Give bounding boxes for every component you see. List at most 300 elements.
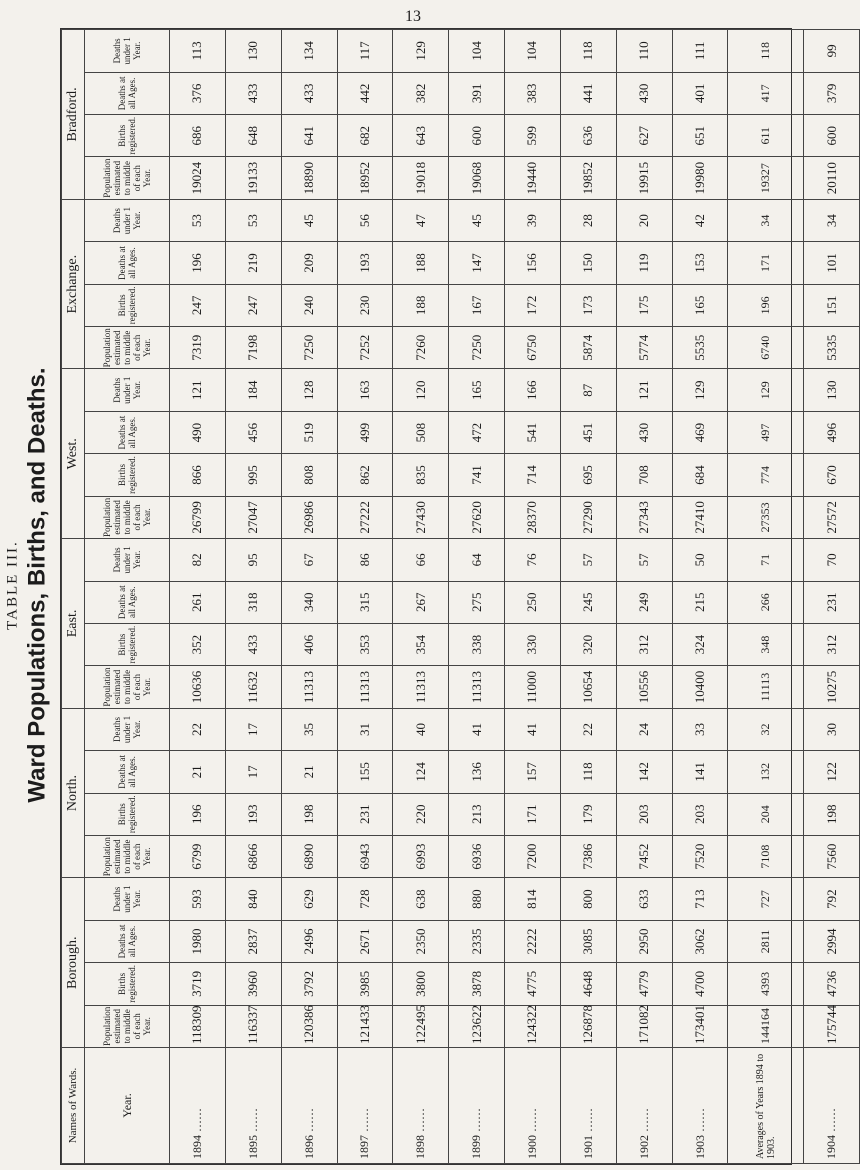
year-row: [804, 30, 860, 1164]
value-cell: 6750: [505, 327, 561, 369]
value-cell: 315: [337, 581, 393, 623]
value-cell: 3719: [170, 963, 226, 1005]
value-cell: 27620: [449, 496, 505, 538]
year-cell: 1902 ……: [616, 1048, 672, 1164]
value-cell: 142: [616, 751, 672, 793]
value-cell: 179: [560, 793, 616, 835]
value-cell: 215: [672, 581, 728, 623]
column-header: Deaths under 1 Year.: [85, 539, 170, 581]
year-cell: 1900 ……: [505, 1048, 561, 1164]
value-cell: 19133: [225, 157, 281, 199]
value-cell: 611: [728, 115, 804, 157]
value-cell: 32: [728, 708, 804, 750]
value-cell: 71: [728, 539, 804, 581]
value-cell: 451: [560, 411, 616, 453]
value-cell: 110: [616, 30, 672, 73]
table-body: [170, 30, 860, 1164]
value-cell: 53: [225, 199, 281, 241]
value-cell: 203: [616, 793, 672, 835]
value-cell: 6890: [281, 835, 337, 877]
value-cell: 188: [393, 284, 449, 326]
value-cell: 198: [804, 793, 860, 835]
value-cell: 122495: [393, 1005, 449, 1047]
value-cell: 267: [393, 581, 449, 623]
value-cell: 250: [505, 581, 561, 623]
column-header: Deaths at all Ages.: [85, 581, 170, 623]
value-cell: 19852: [560, 157, 616, 199]
value-cell: 188: [393, 242, 449, 284]
value-cell: 129: [393, 30, 449, 73]
value-cell: 11313: [281, 666, 337, 708]
value-cell: 20: [616, 199, 672, 241]
value-cell: 3985: [337, 963, 393, 1005]
value-cell: 111: [672, 30, 728, 73]
value-cell: 27430: [393, 496, 449, 538]
value-cell: 2811: [728, 920, 804, 962]
year-row: [672, 30, 728, 1164]
value-cell: 430: [616, 72, 672, 114]
value-cell: 541: [505, 411, 561, 453]
value-cell: 490: [170, 411, 226, 453]
value-cell: 4393: [728, 963, 804, 1005]
value-cell: 151: [804, 284, 860, 326]
value-cell: 638: [393, 878, 449, 920]
value-cell: 383: [505, 72, 561, 114]
value-cell: 5774: [616, 327, 672, 369]
value-cell: 441: [560, 72, 616, 114]
column-header: Deaths at all Ages.: [85, 920, 170, 962]
column-header: Deaths under 1 Year.: [85, 30, 170, 73]
value-cell: 800: [560, 878, 616, 920]
value-cell: 19915: [616, 157, 672, 199]
value-cell: 633: [616, 878, 672, 920]
value-cell: 21: [170, 751, 226, 793]
value-cell: 7200: [505, 835, 561, 877]
value-cell: 636: [560, 115, 616, 157]
value-cell: 2222: [505, 920, 561, 962]
value-cell: 34: [728, 199, 804, 241]
value-cell: 629: [281, 878, 337, 920]
value-cell: 171082: [616, 1005, 672, 1047]
value-cell: 330: [505, 623, 561, 665]
value-cell: 519: [281, 411, 337, 453]
column-header: Population estimated to middle of each Year.: [85, 157, 170, 199]
value-cell: 10636: [170, 666, 226, 708]
value-cell: 670: [804, 454, 860, 496]
value-cell: 35: [281, 708, 337, 750]
value-cell: 150: [560, 242, 616, 284]
column-header: Population estimated to middle of each Year.: [85, 496, 170, 538]
year-row: [505, 30, 561, 1164]
value-cell: 76: [505, 539, 561, 581]
value-cell: 835: [393, 454, 449, 496]
column-header: Deaths at all Ages.: [85, 751, 170, 793]
value-cell: 245: [560, 581, 616, 623]
value-cell: 134: [281, 30, 337, 73]
value-cell: 379: [804, 72, 860, 114]
value-cell: 11113: [728, 666, 804, 708]
value-cell: 6740: [728, 327, 804, 369]
value-cell: 6993: [393, 835, 449, 877]
value-cell: 2350: [393, 920, 449, 962]
value-cell: 118: [728, 30, 804, 73]
value-cell: 417: [728, 72, 804, 114]
value-cell: 27290: [560, 496, 616, 538]
value-cell: 3085: [560, 920, 616, 962]
value-cell: 141: [672, 751, 728, 793]
value-cell: 312: [616, 623, 672, 665]
value-cell: 247: [225, 284, 281, 326]
value-cell: 774: [728, 454, 804, 496]
value-cell: 196: [170, 242, 226, 284]
column-header: Population estimated to middle of each Year.: [85, 327, 170, 369]
value-cell: 184: [225, 369, 281, 411]
year-cell: 1894 ……: [170, 1048, 226, 1164]
value-cell: 167: [449, 284, 505, 326]
value-cell: 118: [560, 751, 616, 793]
value-cell: 57: [560, 539, 616, 581]
year-row: [170, 30, 226, 1164]
value-cell: 144164: [728, 1005, 804, 1047]
value-cell: 4736: [804, 963, 860, 1005]
value-cell: 401: [672, 72, 728, 114]
value-cell: 7250: [449, 327, 505, 369]
ward-header-row: [62, 30, 85, 1164]
value-cell: 121: [616, 369, 672, 411]
value-cell: 19068: [449, 157, 505, 199]
year-cell: 1896 ……: [281, 1048, 337, 1164]
value-cell: 166: [505, 369, 561, 411]
column-header: Births registered.: [85, 963, 170, 1005]
value-cell: 11000: [505, 666, 561, 708]
value-cell: 6866: [225, 835, 281, 877]
value-cell: 7520: [672, 835, 728, 877]
value-cell: 129: [728, 369, 804, 411]
value-cell: 231: [337, 793, 393, 835]
value-cell: 382: [393, 72, 449, 114]
year-cell: 1899 ……: [449, 1048, 505, 1164]
value-cell: 684: [672, 454, 728, 496]
value-cell: 7560: [804, 835, 860, 877]
value-cell: 163: [337, 369, 393, 411]
value-cell: 28: [560, 199, 616, 241]
value-cell: 3792: [281, 963, 337, 1005]
value-cell: 7452: [616, 835, 672, 877]
value-cell: 7108: [728, 835, 804, 877]
year-row: [616, 30, 672, 1164]
value-cell: 318: [225, 581, 281, 623]
year-row: [393, 30, 449, 1164]
value-cell: 4779: [616, 963, 672, 1005]
value-cell: 165: [449, 369, 505, 411]
column-header: Population estimated to middle of each Year.: [85, 1005, 170, 1047]
column-header: Deaths under 1 Year.: [85, 199, 170, 241]
value-cell: 247: [170, 284, 226, 326]
value-cell: 600: [449, 115, 505, 157]
value-cell: 643: [393, 115, 449, 157]
value-cell: 433: [281, 72, 337, 114]
value-cell: 27222: [337, 496, 393, 538]
year-cell: 1901 ……: [560, 1048, 616, 1164]
column-header: Deaths under 1 Year.: [85, 878, 170, 920]
value-cell: 56: [337, 199, 393, 241]
value-cell: 862: [337, 454, 393, 496]
value-cell: 18890: [281, 157, 337, 199]
value-cell: 124322: [505, 1005, 561, 1047]
table-frame: [60, 28, 839, 1165]
value-cell: 695: [560, 454, 616, 496]
column-header: Births registered.: [85, 115, 170, 157]
value-cell: 118: [560, 30, 616, 73]
column-header: Births registered.: [85, 623, 170, 665]
value-cell: 7252: [337, 327, 393, 369]
value-cell: 45: [449, 199, 505, 241]
value-cell: 126878: [560, 1005, 616, 1047]
value-cell: 27572: [804, 496, 860, 538]
value-cell: 376: [170, 72, 226, 114]
value-cell: 19440: [505, 157, 561, 199]
value-cell: 22: [560, 708, 616, 750]
names-of-wards-header: Names of Wards.: [62, 1048, 85, 1164]
ward-header: Exchange.: [62, 199, 85, 369]
value-cell: 348: [728, 623, 804, 665]
rotated-table-wrapper: [61, 29, 839, 1164]
value-cell: 213: [449, 793, 505, 835]
value-cell: 171: [728, 242, 804, 284]
value-cell: 153: [672, 242, 728, 284]
value-cell: 708: [616, 454, 672, 496]
ward-header: North.: [62, 708, 85, 878]
value-cell: 87: [560, 369, 616, 411]
value-cell: 219: [225, 242, 281, 284]
value-cell: 11632: [225, 666, 281, 708]
value-cell: 714: [505, 454, 561, 496]
column-header: Deaths under 1 Year.: [85, 708, 170, 750]
value-cell: 209: [281, 242, 337, 284]
side-heading: [4, 0, 51, 1170]
value-cell: 7319: [170, 327, 226, 369]
value-cell: 6943: [337, 835, 393, 877]
value-cell: 220: [393, 793, 449, 835]
value-cell: 3800: [393, 963, 449, 1005]
year-cell: 1898 ……: [393, 1048, 449, 1164]
table-title: Ward Populations, Births, and Deaths.: [23, 367, 51, 803]
value-cell: 406: [281, 623, 337, 665]
year-row: [560, 30, 616, 1164]
value-cell: 17: [225, 751, 281, 793]
value-cell: 33: [672, 708, 728, 750]
value-cell: 433: [225, 623, 281, 665]
table-label: TABLE III.: [4, 540, 21, 630]
value-cell: 880: [449, 878, 505, 920]
value-cell: 472: [449, 411, 505, 453]
value-cell: 172: [505, 284, 561, 326]
value-cell: 27353: [728, 496, 804, 538]
value-cell: 193: [225, 793, 281, 835]
value-cell: 30: [804, 708, 860, 750]
value-cell: 157: [505, 751, 561, 793]
value-cell: 117: [337, 30, 393, 73]
value-cell: 45: [281, 199, 337, 241]
value-cell: 3960: [225, 963, 281, 1005]
value-cell: 2671: [337, 920, 393, 962]
value-cell: 2335: [449, 920, 505, 962]
value-cell: 104: [505, 30, 561, 73]
value-cell: 3878: [449, 963, 505, 1005]
value-cell: 3062: [672, 920, 728, 962]
value-cell: 4648: [560, 963, 616, 1005]
value-cell: 7198: [225, 327, 281, 369]
value-cell: 57: [616, 539, 672, 581]
value-cell: 122: [804, 751, 860, 793]
value-cell: 2994: [804, 920, 860, 962]
value-cell: 7260: [393, 327, 449, 369]
ward-header: Bradford.: [62, 30, 85, 200]
value-cell: 53: [170, 199, 226, 241]
value-cell: 995: [225, 454, 281, 496]
value-cell: 508: [393, 411, 449, 453]
value-cell: 10275: [804, 666, 860, 708]
value-cell: 121: [170, 369, 226, 411]
column-header: Births registered.: [85, 454, 170, 496]
column-header: Deaths under 1 Year.: [85, 369, 170, 411]
value-cell: 7386: [560, 835, 616, 877]
value-cell: 11313: [337, 666, 393, 708]
value-cell: 128: [281, 369, 337, 411]
value-cell: 124: [393, 751, 449, 793]
value-cell: 121433: [337, 1005, 393, 1047]
value-cell: 496: [804, 411, 860, 453]
value-cell: 82: [170, 539, 226, 581]
column-header: Deaths at all Ages.: [85, 72, 170, 114]
value-cell: 175: [616, 284, 672, 326]
value-cell: 727: [728, 878, 804, 920]
value-cell: 10400: [672, 666, 728, 708]
ward-header: West.: [62, 369, 85, 539]
value-cell: 230: [337, 284, 393, 326]
value-cell: 204: [728, 793, 804, 835]
value-cell: 261: [170, 581, 226, 623]
value-cell: 6799: [170, 835, 226, 877]
value-cell: 196: [170, 793, 226, 835]
value-cell: 34: [804, 199, 860, 241]
value-cell: 136: [449, 751, 505, 793]
value-cell: 99: [804, 30, 860, 73]
value-cell: 2837: [225, 920, 281, 962]
value-cell: 155: [337, 751, 393, 793]
value-cell: 686: [170, 115, 226, 157]
value-cell: 18952: [337, 157, 393, 199]
value-cell: 240: [281, 284, 337, 326]
value-cell: 10556: [616, 666, 672, 708]
value-cell: 338: [449, 623, 505, 665]
column-header: Population estimated to middle of each Year.: [85, 666, 170, 708]
year-cell: 1903 ……: [672, 1048, 728, 1164]
year-cell: 1895 ……: [225, 1048, 281, 1164]
value-cell: 442: [337, 72, 393, 114]
column-header: Deaths at all Ages.: [85, 242, 170, 284]
value-cell: 682: [337, 115, 393, 157]
value-cell: 196: [728, 284, 804, 326]
value-cell: 26986: [281, 496, 337, 538]
value-cell: 129: [672, 369, 728, 411]
value-cell: 5535: [672, 327, 728, 369]
value-cell: 469: [672, 411, 728, 453]
value-cell: 64: [449, 539, 505, 581]
year-row: [449, 30, 505, 1164]
value-cell: 808: [281, 454, 337, 496]
value-cell: 456: [225, 411, 281, 453]
value-cell: 24: [616, 708, 672, 750]
value-cell: 5335: [804, 327, 860, 369]
ward-header: East.: [62, 539, 85, 709]
value-cell: 4700: [672, 963, 728, 1005]
value-cell: 101: [804, 242, 860, 284]
value-cell: 41: [449, 708, 505, 750]
value-cell: 2950: [616, 920, 672, 962]
value-cell: 123622: [449, 1005, 505, 1047]
value-cell: 21: [281, 751, 337, 793]
value-cell: 713: [672, 878, 728, 920]
value-cell: 1980: [170, 920, 226, 962]
value-cell: 120: [393, 369, 449, 411]
year-header: Year.: [85, 1048, 170, 1164]
value-cell: 499: [337, 411, 393, 453]
value-cell: 119: [616, 242, 672, 284]
value-cell: 10654: [560, 666, 616, 708]
value-cell: 27410: [672, 496, 728, 538]
value-cell: 22: [170, 708, 226, 750]
value-cell: 104: [449, 30, 505, 73]
value-cell: 118309: [170, 1005, 226, 1047]
value-cell: 814: [505, 878, 561, 920]
value-cell: 27343: [616, 496, 672, 538]
value-cell: 173: [560, 284, 616, 326]
value-cell: 173401: [672, 1005, 728, 1047]
value-cell: 599: [505, 115, 561, 157]
value-cell: 156: [505, 242, 561, 284]
value-cell: 497: [728, 411, 804, 453]
value-cell: 193: [337, 242, 393, 284]
value-cell: 7250: [281, 327, 337, 369]
value-cell: 651: [672, 115, 728, 157]
value-cell: 175744: [804, 1005, 860, 1047]
value-cell: 95: [225, 539, 281, 581]
value-cell: 312: [804, 623, 860, 665]
value-cell: 113: [170, 30, 226, 73]
value-cell: 266: [728, 581, 804, 623]
value-cell: 433: [225, 72, 281, 114]
value-cell: 132: [728, 751, 804, 793]
value-cell: 5874: [560, 327, 616, 369]
value-cell: 352: [170, 623, 226, 665]
value-cell: 792: [804, 878, 860, 920]
value-cell: 2496: [281, 920, 337, 962]
value-cell: 741: [449, 454, 505, 496]
value-cell: 66: [393, 539, 449, 581]
value-cell: 17: [225, 708, 281, 750]
value-cell: 19980: [672, 157, 728, 199]
ward-statistics-table: [61, 29, 860, 1164]
value-cell: 130: [804, 369, 860, 411]
value-cell: 130: [225, 30, 281, 73]
year-cell: 1904 ……: [804, 1048, 860, 1164]
value-cell: 231: [804, 581, 860, 623]
value-cell: 116337: [225, 1005, 281, 1047]
column-header: Births registered.: [85, 793, 170, 835]
value-cell: 4775: [505, 963, 561, 1005]
year-cell: 1897 ……: [337, 1048, 393, 1164]
